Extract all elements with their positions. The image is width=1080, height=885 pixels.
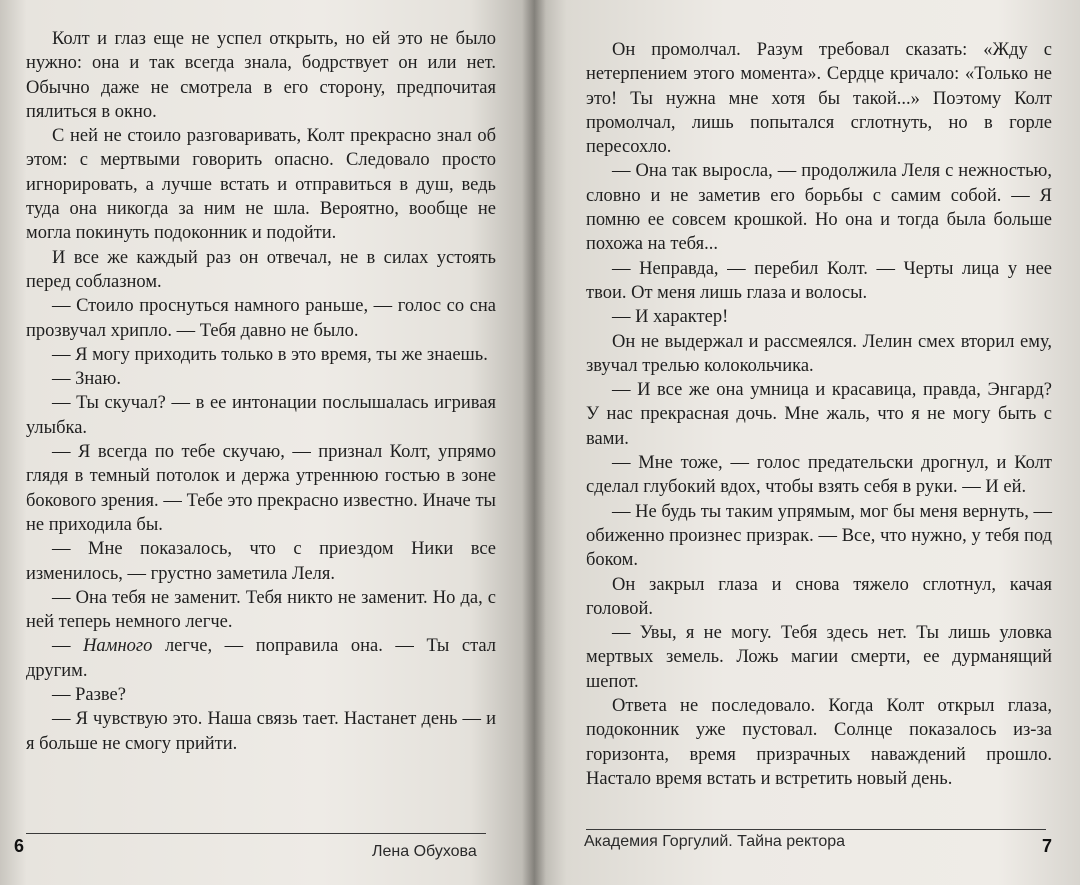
left-page-text	[26, 27, 496, 756]
paragraph: С ней не стоило разговаривать, Колт прекрасно знал об этом: с мертвыми говорить опасно. Следовало просто игнорировать, а лучше встать и отправиться в душ, ведь туда она никогда за ним не шла. Вероятно, вообще не могла покинуть подоконник и подойти.	[26, 126, 496, 244]
paragraph: Ответа не последовало. Когда Колт открыл глаза, подоконник уже пустовал. Солнце показалось из-за горизонта, время призрачных наваждений прошло. Настало время встать и встретить новый день.	[586, 696, 1052, 789]
right-page-text	[586, 38, 1052, 791]
paragraph-rest: легче, — поправила она. — Ты стал другим.	[26, 636, 496, 681]
paragraph: — Мне тоже, — голос предательски дрогнул, и Колт сделал глубокий вдох, чтобы взять себя в руки. — И ей.	[586, 453, 1052, 498]
paragraph: И все же каждый раз он отвечал, не в силах устоять перед соблазном.	[26, 247, 496, 292]
running-footer-title: Академия Горгулий. Тайна ректора	[584, 833, 846, 850]
right-page	[534, 0, 1080, 885]
paragraph: — Ты скучал? — в ее интонации послышалась игривая улыбка.	[26, 393, 496, 438]
book-gutter-shadow	[522, 0, 546, 885]
footer-rule	[26, 833, 486, 834]
paragraph: — Стоило проснуться намного раньше, — голос со сна прозвучал хрипло. — Тебя давно не было.	[26, 296, 496, 341]
paragraph: — Знаю.	[52, 369, 121, 390]
paragraph-italic-emphasis	[26, 634, 496, 683]
paragraph: Он промолчал. Разум требовал сказать: «Жду с нетерпением этого момента». Сердце кричало: «Только не это! Ты нужна мне хотя бы такой...» Поэтому Колт промолчал, лишь попытался сглотнуть, но в горле пересохло.	[586, 40, 1052, 158]
paragraph: Он не выдержал и рассмеялся. Лелин смех вторил ему, звучал трелью колокольчика.	[586, 331, 1052, 376]
paragraph: — Не будь ты таким упрямым, мог бы меня вернуть, — обиженно произнес призрак. — Все, что нужно, у тебя под боком.	[586, 501, 1052, 571]
dash: —	[52, 636, 84, 657]
footer-rule	[586, 829, 1046, 830]
left-page	[0, 0, 534, 885]
paragraph: Колт и глаз еще не успел открыть, но ей это не было нужно: она и так всегда знала, бодрствует он или нет. Обычно даже не смотрела в его сторону, предпочитая пялиться в окно.	[26, 29, 496, 122]
emphasis-word: Намного	[83, 636, 153, 657]
paragraph: — Я могу приходить только в это время, ты же знаешь.	[52, 344, 488, 365]
paragraph: — И все же она умница и красавица, правда, Энгард? У нас прекрасная дочь. Мне жаль, что я не могу быть с вами.	[586, 380, 1052, 449]
paragraph: — Увы, я не могу. Тебя здесь нет. Ты лишь уловка мертвых земель. Ложь магии смерти, ее дурманящий шепот.	[586, 623, 1052, 692]
page-number-right: 7	[1042, 836, 1053, 856]
paragraph: — Мне показалось, что с приездом Ники все изменилось, — грустно заметила Леля.	[26, 539, 496, 584]
paragraph: — Она так выросла, — продолжила Леля с нежностью, словно и не заметив его борьбы с самим собой. — Я помню ее совсем крошкой. Но она и тогда была больше похожа на тебя...	[586, 161, 1052, 255]
running-footer-author: Лена Обухова	[372, 843, 477, 860]
paragraph: — Я всегда по тебе скучаю, — признал Колт, упрямо глядя в темный потолок и держа утреннюю гостью в зоне бокового зрения. — Тебе это прекрасно известно. Иначе ты не приходила бы.	[26, 442, 496, 535]
paragraph: — И характер!	[612, 307, 729, 328]
paragraph: — Разве?	[52, 685, 126, 706]
paragraph: — Я чувствую это. Наша связь тает. Настанет день — и я больше не смогу прийти.	[26, 709, 496, 754]
paragraph: Он закрыл глаза и снова тяжело сглотнул, качая головой.	[586, 574, 1052, 619]
paragraph: — Она тебя не заменит. Тебя никто не заменит. Но да, с ней теперь немного легче.	[26, 587, 496, 633]
paragraph: — Неправда, — перебил Колт. — Черты лица у нее твои. От меня лишь глаза и волосы.	[586, 258, 1052, 303]
page-number-left: 6	[14, 836, 25, 856]
